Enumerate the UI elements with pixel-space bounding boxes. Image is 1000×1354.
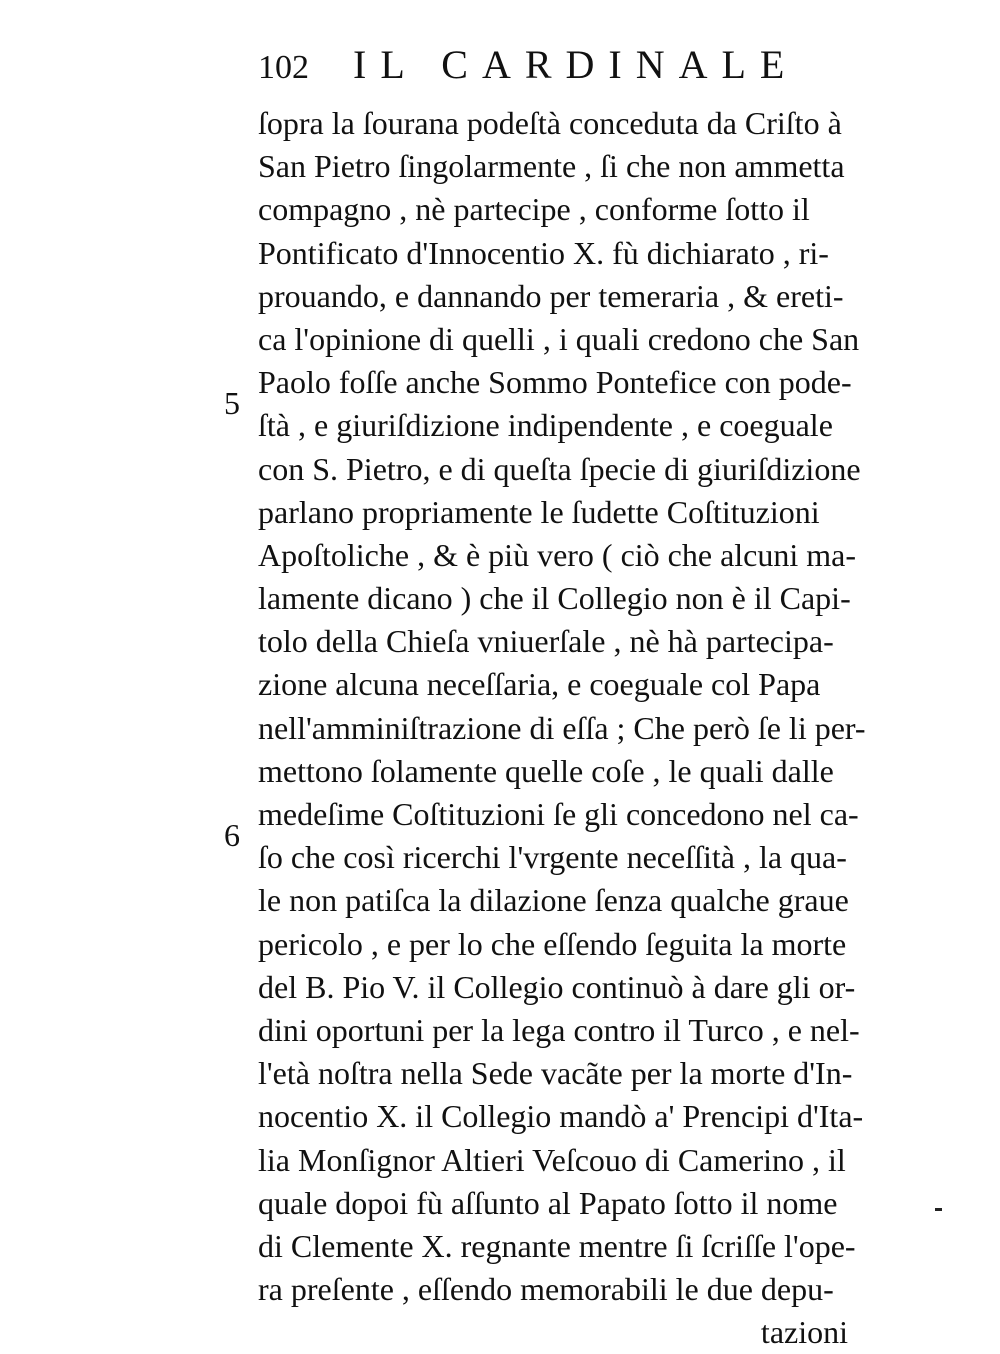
margin-note-number: 6 bbox=[224, 817, 240, 853]
text-line: con S. Pietro, e di queſta ſpecie di giuriſdizione bbox=[258, 450, 861, 487]
text-line: lamente dicano ) che il Collegio non è il Capi- bbox=[258, 580, 851, 617]
text-line: del B. Pio V. il Collegio continuò à dare gli or- bbox=[258, 968, 856, 1005]
text-line: medeſime Coſtituzioni ſe gli concedono nel ca- bbox=[258, 796, 859, 832]
text-line: l'età noſtra nella Sede vacãte per la morte d'In- bbox=[258, 1055, 853, 1092]
text-line: San Pietro ſingolarmente , ſi che non ammetta bbox=[258, 148, 845, 185]
text-line: nocentio X. il Collegio mandò a' Prencipi d'Ita- bbox=[258, 1098, 864, 1135]
margin-note-number: 5 bbox=[224, 385, 240, 421]
page-edge-mark bbox=[935, 1208, 942, 1211]
text-line: zione alcuna neceſſaria, e coeguale col Papa bbox=[258, 666, 821, 703]
text-line: ſtà , e giuriſdizione indipendente , e coeguale bbox=[258, 407, 833, 444]
text-line: le non patiſca la dilazione ſenza qualche graue bbox=[258, 882, 849, 919]
text-line: quale dopoi fù aſſunto al Papato ſotto il nome bbox=[258, 1184, 838, 1221]
text-line: mettono ſolamente quelle coſe , le quali dalle bbox=[258, 752, 834, 789]
text-line: ſopra la ſourana podeſtà conceduta da Criſto à bbox=[258, 105, 842, 141]
catchword: tazioni bbox=[760, 1314, 848, 1351]
running-title: IL CARDINALE bbox=[353, 42, 799, 87]
text-line: tolo della Chieſa vniuerſale , nè hà partecipa- bbox=[258, 623, 834, 660]
text-line: Pontificato d'Innocentio X. fù dichiarato , ri- bbox=[258, 234, 829, 271]
text-line: nell'amminiſtrazione di eſſa ; Che però ſe li per- bbox=[258, 709, 866, 746]
running-head bbox=[258, 40, 798, 90]
text-line: Paolo foſſe anche Sommo Pontefice con pode- bbox=[258, 364, 852, 401]
text-line: pericolo , e per lo che eſſendo ſeguita la morte bbox=[258, 925, 847, 962]
text-line: dini oportuni per la lega contro il Turco , e nel- bbox=[258, 1011, 860, 1048]
text-line: lia Monſignor Altieri Veſcouo di Camerino , il bbox=[258, 1141, 846, 1178]
text-line: ſo che così ricerchi l'vrgente neceſſità , la qua- bbox=[258, 839, 847, 876]
page-number: 102 bbox=[258, 49, 309, 86]
text-line: prouando, e dannando per temeraria , & ereti- bbox=[258, 277, 844, 314]
text-line: compagno , nè partecipe , conforme ſotto il bbox=[258, 191, 810, 228]
text-line: ra preſente , eſſendo memorabili le due depu- bbox=[258, 1271, 834, 1308]
text-line: parlano propriamente le ſudette Coſtituzioni bbox=[258, 493, 820, 530]
text-line: ca l'opinione di quelli , i quali credono che San bbox=[258, 320, 860, 357]
text-line: Apoſtoliche , & è più vero ( ciò che alcuni ma- bbox=[258, 536, 857, 573]
text-line: di Clemente X. regnante mentre ſi ſcriſſe l'ope- bbox=[258, 1227, 856, 1264]
body-text bbox=[258, 102, 918, 1354]
